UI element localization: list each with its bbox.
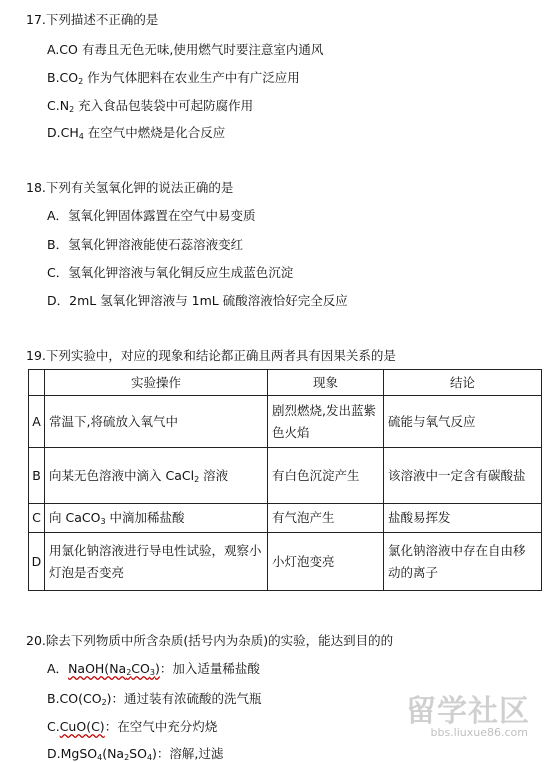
q20-option-d: $D.MgSO_4(Na_2SO_4)$：溶解,过滤 — [47, 746, 224, 762]
row-conclusion: 盐酸易挥发 — [384, 504, 542, 533]
row-label: C — [29, 504, 45, 533]
header-conclusion: 结论 — [384, 370, 542, 396]
watermark-url: bbs.liuxue86.com — [430, 726, 528, 739]
q17-option-b: $B.CO_2$ 作为气体肥料在农业生产中有广泛应用 — [47, 70, 300, 86]
table-row — [29, 533, 542, 591]
row-phenomenon: 剧烈燃烧,发出蓝紫色火焰 — [268, 396, 384, 448]
q19-title: 19.下列实验中，对应的现象和结论都正确且两者具有因果关系的是 — [26, 348, 396, 363]
q20-option-a: A．$NaOH(Na_2CO_3)$：加入适量稀盐酸 — [47, 661, 260, 677]
q20-option-b: $B.CO(CO_2)$：通过装有浓硫酸的洗气瓶 — [47, 691, 262, 707]
header-label — [29, 370, 45, 396]
row-operation: 常温下,将硫放入氧气中 — [45, 396, 268, 448]
table-row — [29, 396, 542, 448]
q20-title: 20.除去下列物质中所含杂质(括号内为杂质)的实验，能达到目的的 — [26, 633, 394, 648]
table-row — [29, 504, 542, 533]
row-phenomenon: 有白色沉淀产生 — [268, 448, 384, 504]
q18-option-d: D．2mL 氢氧化钾溶液与 1mL 硫酸溶液恰好完全反应 — [47, 293, 348, 308]
q18-option-c: C．氢氧化钾溶液与氧化铜反应生成蓝色沉淀 — [47, 265, 294, 280]
row-phenomenon: 有气泡产生 — [268, 504, 384, 533]
q17-option-a: A.CO 有毒且无色无味,使用燃气时要注意室内通风 — [47, 42, 324, 57]
q20-option-a-formula: $NaOH(Na_2CO_3)$ — [68, 661, 160, 677]
table-header-row — [29, 370, 542, 396]
row-operation: 向 CaCO$_3$ 中滴加稀盐酸 — [45, 504, 268, 533]
q18-title: 18.下列有关氢氧化钾的说法正确的是 — [26, 180, 234, 195]
experiment-table — [28, 369, 542, 591]
watermark-logo — [374, 686, 542, 746]
q17-option-c: $C.N_2$ 充入食品包装袋中可起防腐作用 — [47, 98, 254, 114]
row-label: A — [29, 396, 45, 448]
q17-option-d: $D.CH_4$ 在空气中燃烧是化合反应 — [47, 125, 226, 141]
table-row — [29, 448, 542, 504]
header-phenomenon: 现象 — [268, 370, 384, 396]
row-conclusion: 氯化钠溶液中存在自由移动的离子 — [384, 533, 542, 591]
q18-option-b: B．氢氧化钾溶液能使石蕊溶液变红 — [47, 237, 244, 252]
q17-title: 17.下列描述不正确的是 — [26, 12, 159, 27]
row-label: D — [29, 533, 45, 591]
watermark-text: 留学社区 — [406, 694, 530, 729]
row-operation: 向某无色溶液中滴入 CaCl$_2$ 溶液 — [45, 448, 268, 504]
row-phenomenon: 小灯泡变亮 — [268, 533, 384, 591]
row-conclusion: 该溶液中一定含有碳酸盐 — [384, 448, 542, 504]
header-operation: 实验操作 — [45, 370, 268, 396]
q20-option-c: C.CuO(C)：在空气中充分灼烧 — [47, 719, 218, 734]
q20-option-c-formula: CuO(C) — [59, 719, 105, 734]
q18-option-a: A．氢氧化钾固体露置在空气中易变质 — [47, 208, 256, 223]
row-operation: 用氯化钠溶液进行导电性试验，观察小灯泡是否变亮 — [45, 533, 268, 591]
row-label: B — [29, 448, 45, 504]
row-conclusion: 硫能与氧气反应 — [384, 396, 542, 448]
